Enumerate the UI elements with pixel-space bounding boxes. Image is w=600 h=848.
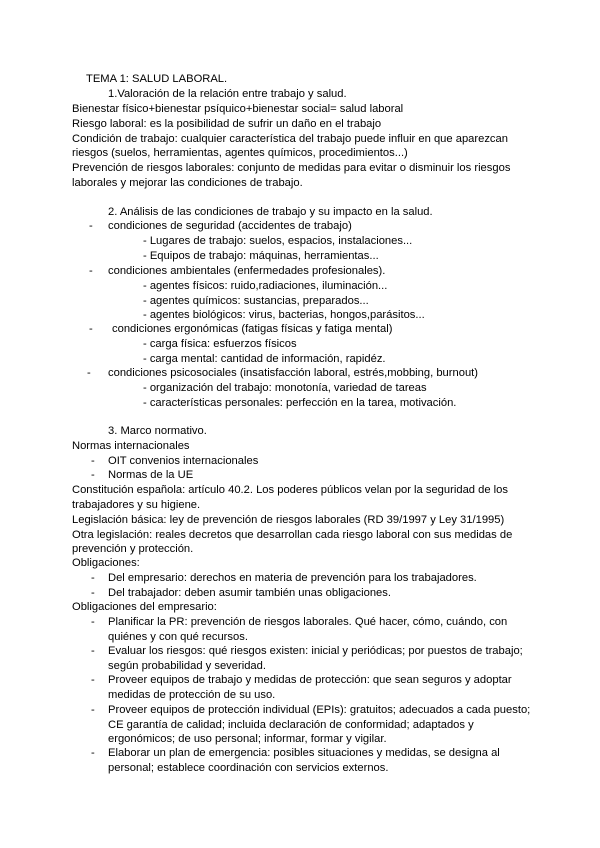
list-item: Del trabajador: deben asumir también unas obligaciones. [108,587,391,599]
group-psicosociales-label: condiciones psicosociales (insatisfacción laboral, estrés,mobbing, burnout) [108,367,479,379]
list-item-continuation: ergonómicos; de uso personal; informar, formar y vigilar. [108,733,387,745]
list-dash: - [91,747,95,759]
list-item: - características personales: perfección en la tarea, motivación. [143,397,457,409]
condicion-line-1: Condición de trabajo: cualquier característica del trabajo puede influir en que aparezcan [72,133,508,145]
list-item: - Lugares de trabajo: suelos, espacios, instalaciones... [143,235,413,247]
constitucion-line-1: Constitución española: artículo 40.2. Los poderes públicos velan por la seguridad de los [72,484,508,496]
list-item: Evaluar los riesgos: qué riesgos existen: inicial y periódicas; por puestos de trabajo; [108,645,523,657]
list-item: Proveer equipos de protección individual (EPIs): gratuitos; adecuados a cada puesto; [108,704,531,716]
riesgo-line: Riesgo laboral: es la posibilidad de sufrir un daño en el trabajo [72,118,382,130]
list-item: Proveer equipos de trabajo y medidas de protección: que sean seguros y adoptar [108,674,512,686]
list-dash: - [91,674,95,686]
list-item: Elaborar un plan de emergencia: posibles situaciones y medidas, se designa al [108,747,500,759]
bienestar-line: Bienestar físico+bienestar psíquico+bienestar social= salud laboral [72,103,404,115]
section-3-heading: 3. Marco normativo. [108,425,207,437]
group-ergonomicas-label: condiciones ergonómicas (fatigas físicas y fatiga mental) [112,323,393,335]
list-item: - carga física: esfuerzos físicos [143,338,297,350]
list-dash: - [91,704,95,716]
list-dash: - [91,587,95,599]
otra-legislacion-line-2: prevención y protección. [72,543,194,555]
list-item: - agentes biológicos: virus, bacterias, hongos,parásitos... [143,309,425,321]
otra-legislacion-line-1: Otra legislación: reales decretos que desarrollan cada riesgo laboral con sus medidas de [72,529,513,541]
list-item: - agentes físicos: ruido,radiaciones, iluminación... [143,280,388,292]
list-item-continuation: personal; establece coordinación con servicios externos. [108,762,389,774]
list-item: - Equipos de trabajo: máquinas, herramientas... [143,250,379,262]
list-item: - agentes químicos: sustancias, preparados... [143,295,369,307]
normas-label: Normas internacionales [72,440,190,452]
list-dash: - [87,367,91,379]
list-item-continuation: quiénes y con qué recursos. [108,631,248,643]
section-2-heading: 2. Análisis de las condiciones de trabajo y su impacto en la salud. [108,206,433,218]
list-item: - organización del trabajo: monotonía, variedad de tareas [143,382,427,394]
list-item: Normas de la UE [108,469,194,481]
document-title: TEMA 1: SALUD LABORAL. [86,73,228,85]
list-dash: - [91,616,95,628]
list-item-continuation: CE garantía de calidad; incluida declaración de conformidad; adaptados y [108,719,474,731]
list-item: Del empresario: derechos en materia de prevención para los trabajadores. [108,572,477,584]
list-dash: - [89,265,93,277]
group-seguridad-label: condiciones de seguridad (accidentes de trabajo) [108,220,352,232]
constitucion-line-2: trabajadores y su higiene. [72,499,201,511]
group-ambientales-label: condiciones ambientales (enfermedades profesionales). [108,265,386,277]
list-dash: - [89,220,93,232]
list-dash: - [89,323,93,335]
list-item: Planificar la PR: prevención de riesgos laborales. Qué hacer, cómo, cuándo, con [108,616,508,628]
list-item: OIT convenios internacionales [108,455,259,467]
condicion-line-2: riesgos (suelos, herramientas, agentes químicos, procedimientos...) [72,147,408,159]
list-dash: - [91,572,95,584]
list-item-continuation: según probabilidad y severidad. [108,660,266,672]
prevencion-line-2: laborales y mejorar las condiciones de trabajo. [72,177,303,189]
prevencion-line-1: Prevención de riesgos laborales: conjunto de medidas para evitar o disminuir los riesgos [72,162,511,174]
obligaciones-label: Obligaciones: [72,557,140,569]
list-item-continuation: medidas de protección de su uso. [108,689,276,701]
list-dash: - [91,645,95,657]
list-dash: - [91,469,95,481]
list-item: - carga mental: cantidad de información, rapidéz. [143,353,386,365]
section-1-heading: 1.Valoración de la relación entre trabajo y salud. [108,88,347,100]
list-dash: - [91,455,95,467]
legislacion-line: Legislación básica: ley de prevención de riesgos laborales (RD 39/1997 y Ley 31/1995) [72,514,505,526]
obligaciones-empresario-label: Obligaciones del empresario: [72,601,217,613]
